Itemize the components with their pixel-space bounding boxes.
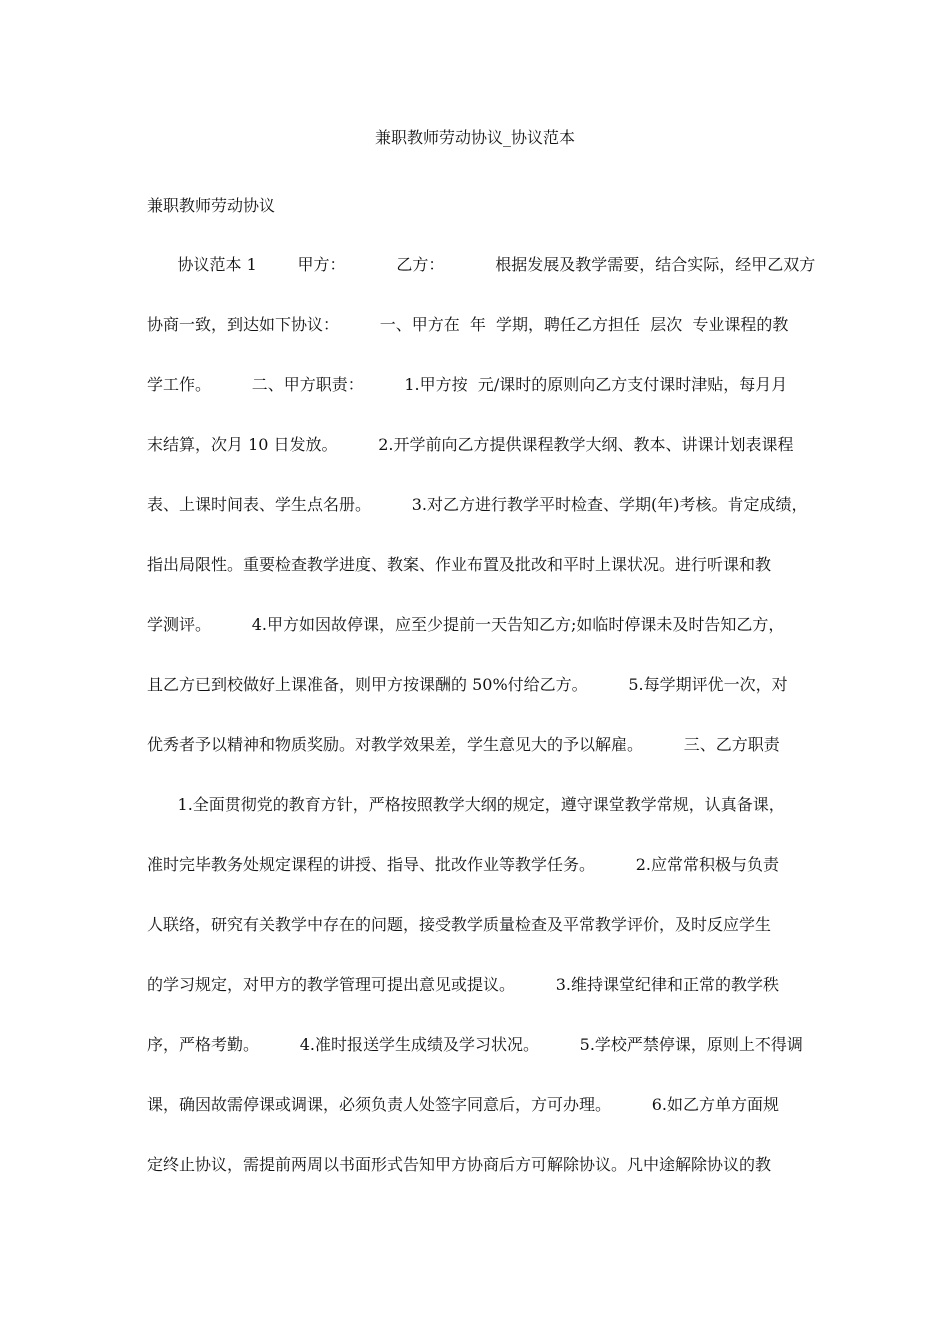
- body-line: 协议范本 1 甲方： 乙方： 根据发展及教学需要，结合实际，经甲乙双方: [147, 255, 816, 274]
- body-line: 协商一致，到达如下协议： 一、甲方在 年 学期，聘任乙方担任 层次 专业课程的教: [147, 315, 789, 334]
- body-line: 准时完毕教务处规定课程的讲授、指导、批改作业等教学任务。 2.应常常积极与负责: [147, 855, 779, 874]
- body-line: 优秀者予以精神和物质奖励。对教学效果差，学生意见大的予以解雇。 三、乙方职责: [147, 735, 780, 754]
- body-line: 表、上课时间表、学生点名册。 3.对乙方进行教学平时检查、学期(年)考核。肯定成绩，: [147, 495, 808, 514]
- body-line: 课，确因故需停课或调课，必须负责人处签字同意后，方可办理。 6.如乙方单方面规: [147, 1095, 779, 1114]
- body-line: 学测评。 4.甲方如因故停课，应至少提前一天告知乙方;如临时停课未及时告知乙方，: [147, 615, 785, 634]
- document-body: [147, 253, 827, 1213]
- document-subtitle: 兼职教师劳动协议: [147, 196, 276, 215]
- body-line: 且乙方已到校做好上课准备，则甲方按课酬的 50%付给乙方。 5.每学期评优一次，对: [147, 675, 788, 694]
- body-line: 指出局限性。重要检查教学进度、教案、作业布置及批改和平时上课状况。进行听课和教: [147, 555, 772, 574]
- body-line: 的学习规定，对甲方的教学管理可提出意见或提议。 3.维持课堂纪律和正常的教学秩: [147, 975, 779, 994]
- document-title: 兼职教师劳动协议_协议范本: [374, 128, 575, 147]
- body-line: 1.全面贯彻党的教育方针，严格按照教学大纲的规定，遵守课堂教学常规，认真备课，: [147, 795, 785, 814]
- body-line: 序，严格考勤。 4.准时报送学生成绩及学习状况。 5.学校严禁停课，原则上不得调: [147, 1035, 803, 1054]
- body-line: 学工作。 二、甲方职责： 1.甲方按 元/课时的原则向乙方支付课时津贴，每月月: [147, 375, 788, 394]
- body-line: 末结算，次月 10 日发放。 2.开学前向乙方提供课程教学大纲、教本、讲课计划表课程: [147, 435, 794, 454]
- body-line: 定终止协议，需提前两周以书面形式告知甲方协商后方可解除协议。凡中途解除协议的教: [147, 1155, 772, 1174]
- body-line: 人联络，研究有关教学中存在的问题，接受教学质量检查及平常教学评价，及时反应学生: [147, 915, 772, 934]
